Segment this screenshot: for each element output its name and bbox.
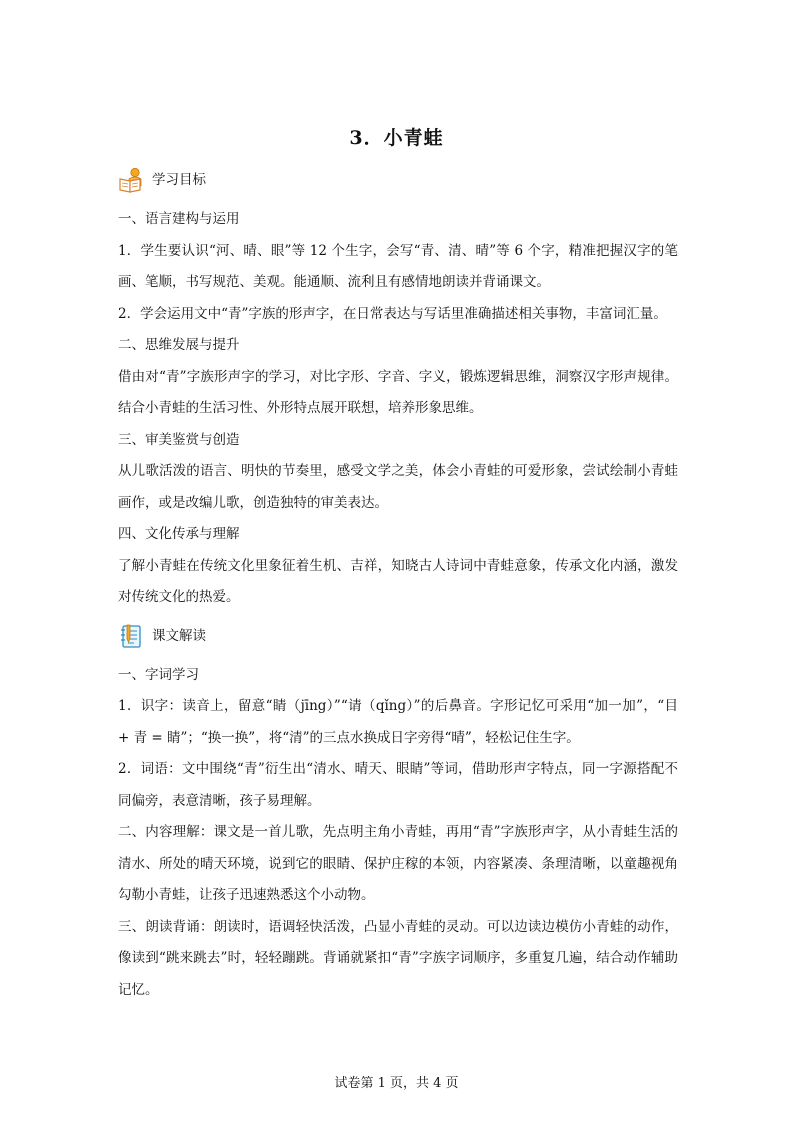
reading-person-icon bbox=[118, 167, 144, 193]
paragraph: 借由对“青”字族形声字的学习，对比字形、字音、字义，锻炼逻辑思维，洞察汉字形声规律。结合小青蛙的生活习性、外形特点展开联想，培养形象思维。 bbox=[118, 368, 678, 416]
paragraph: 二、内容理解：课文是一首儿歌，先点明主角小青蛙，再用“青”字族形声字，从小青蛙生活的清水、所处的晴天环境，说到它的眼睛、保护庄稼的本领，内容紧凑、条理清晰，以童趣视角勾勒小青蛙，让孩子迅速熟悉这个小动物。 bbox=[118, 824, 678, 903]
paragraph: 二、思维发展与提升 bbox=[118, 337, 240, 353]
section-heading-label: 学习目标 bbox=[152, 172, 206, 188]
content-body bbox=[118, 166, 678, 1006]
section-heading-interpretation bbox=[118, 622, 678, 650]
notebook-pen-icon bbox=[118, 623, 144, 649]
section-heading-objectives bbox=[118, 166, 678, 194]
paragraph: 1．学生要认识“河、晴、眼”等 12 个生字，会写“青、清、晴”等 6 个字，精准把握汉字的笔画、笔顺，书写规范、美观。能通顺、流利且有感情地朗读并背诵课文。 bbox=[118, 242, 678, 290]
page-footer: 试卷第 1 页，共 4 页 bbox=[334, 1076, 459, 1091]
paragraph: 一、语言建构与运用 bbox=[118, 211, 240, 227]
paragraph: 一、字词学习 bbox=[118, 666, 199, 683]
paragraph: 1．识字：读音上，留意“睛（jīng）”“请（qǐng）”的后鼻音。字形记忆可采用“加一加”，“目 + 青 = 睛”；“换一换”，将“清”的三点水换成日字旁得“晴”，轻松记住生字。 bbox=[118, 698, 678, 746]
section-heading-label: 课文解读 bbox=[152, 627, 206, 644]
paragraph: 四、文化传承与理解 bbox=[118, 526, 240, 542]
paragraph: 从儿歌活泼的语言、明快的节奏里，感受文学之美，体会小青蛙的可爱形象，尝试绘制小青蛙画作，或是改编儿歌，创造独特的审美表达。 bbox=[118, 463, 678, 511]
paragraph: 三、朗读背诵：朗读时，语调轻快活泼，凸显小青蛙的灵动。可以边读边模仿小青蛙的动作，像读到“跳来跳去”时，轻轻蹦跳。背诵就紧扣“青”字族字词顺序，多重复几遍，结合动作辅助记忆。 bbox=[118, 918, 678, 998]
paragraph: 2．词语：文中围绕“青”衍生出“清水、晴天、眼睛”等词，借助形声字特点，同一字源搭配不同偏旁，表意清晰，孩子易理解。 bbox=[118, 761, 678, 809]
paragraph: 三、审美鉴赏与创造 bbox=[118, 431, 240, 448]
paragraph: 2．学会运用文中“青”字族的形声字，在日常表达与写话里准确描述相关事物，丰富词汇量。 bbox=[118, 305, 667, 322]
paragraph: 了解小青蛙在传统文化里象征着生机、吉祥，知晓古人诗词中青蛙意象，传承文化内涵，激发对传统文化的热爱。 bbox=[118, 557, 678, 605]
page-title: 3．小青蛙 bbox=[349, 127, 444, 149]
